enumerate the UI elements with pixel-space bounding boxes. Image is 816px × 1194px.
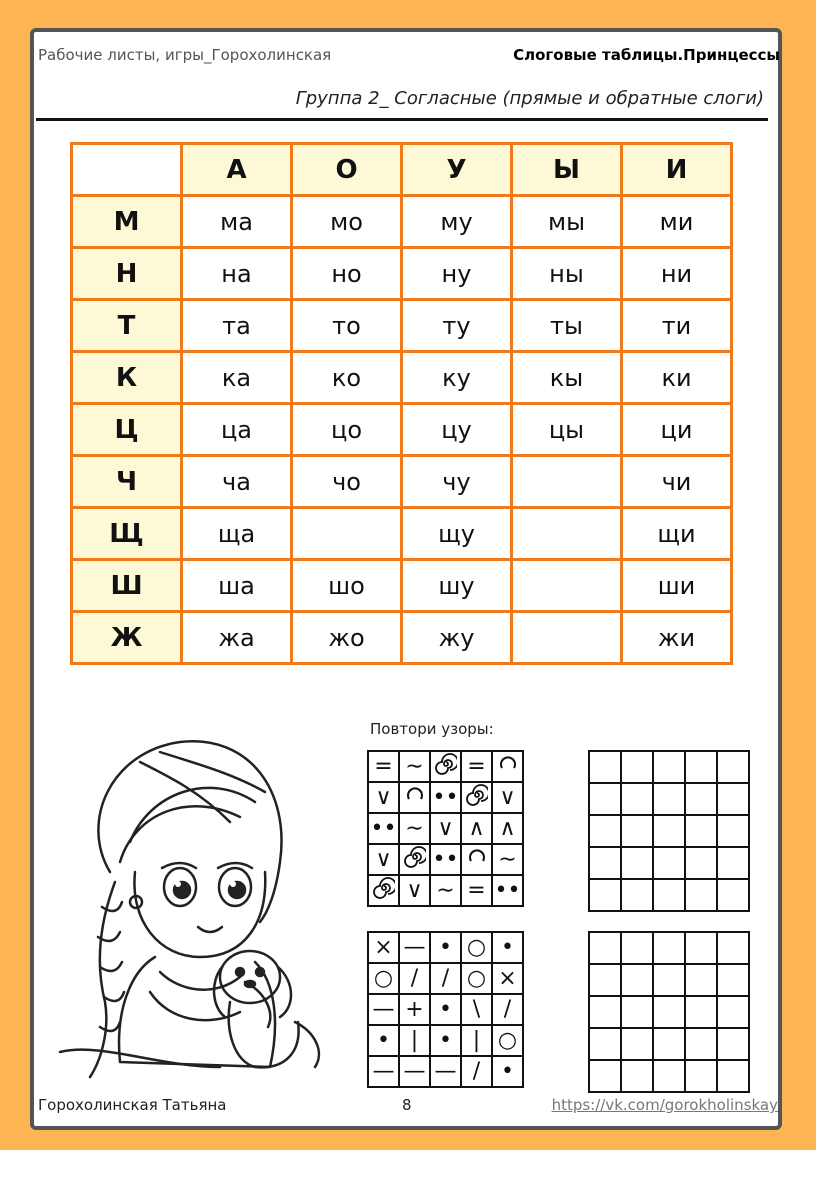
empty-row: [589, 783, 749, 815]
empty-cell[interactable]: [621, 996, 653, 1028]
consonant-header: Н: [72, 248, 182, 300]
empty-row: [589, 964, 749, 996]
empty-grid-2: [588, 931, 750, 1093]
syllable-cell: [512, 560, 622, 612]
pattern-cell: ○: [461, 932, 492, 963]
syllable-cell: мо: [292, 196, 402, 248]
syllable-cell: ты: [512, 300, 622, 352]
empty-cell[interactable]: [717, 1060, 749, 1092]
pattern-cell: ••: [492, 875, 523, 906]
header-title: Слоговые таблицы.Принцессы: [513, 46, 780, 64]
syllable-cell: кы: [512, 352, 622, 404]
vowel-header: У: [402, 144, 512, 196]
syllable-cell: ни: [622, 248, 732, 300]
empty-cell[interactable]: [685, 879, 717, 911]
table-row: [72, 456, 732, 508]
pattern-cell: ••: [368, 813, 399, 844]
empty-cell[interactable]: [685, 932, 717, 964]
table-row: [72, 300, 732, 352]
pattern-cell: ○: [368, 963, 399, 994]
empty-cell[interactable]: [589, 847, 621, 879]
syllable-cell: шо: [292, 560, 402, 612]
patterns-label: Повтори узоры:: [370, 720, 494, 738]
syllable-cell: ки: [622, 352, 732, 404]
empty-cell[interactable]: [717, 847, 749, 879]
syllable-cell: чи: [622, 456, 732, 508]
empty-cell[interactable]: [589, 815, 621, 847]
empty-cell[interactable]: [653, 1028, 685, 1060]
empty-cell[interactable]: [589, 964, 621, 996]
syllable-cell: ми: [622, 196, 732, 248]
pattern-row: [368, 963, 523, 994]
pattern-grid-1: [367, 750, 524, 907]
pattern-cell: ∧: [492, 813, 523, 844]
pattern-cell: =: [461, 751, 492, 782]
table-row: [72, 508, 732, 560]
consonant-header: Щ: [72, 508, 182, 560]
pattern-cell: ∨: [399, 875, 430, 906]
syllable-cell: ку: [402, 352, 512, 404]
pattern-cell: =: [461, 875, 492, 906]
header-left: Рабочие листы, игры_Горохолинская: [38, 46, 332, 64]
pattern-row: [368, 751, 523, 782]
syllable-cell: ны: [512, 248, 622, 300]
consonant-header: Ц: [72, 404, 182, 456]
syllable-cell: то: [292, 300, 402, 352]
vowel-header: Ы: [512, 144, 622, 196]
syllable-cell: ща: [182, 508, 292, 560]
syllable-cell: ци: [622, 404, 732, 456]
empty-cell[interactable]: [653, 964, 685, 996]
syllable-cell: шу: [402, 560, 512, 612]
syllable-cell: ша: [182, 560, 292, 612]
pattern-cell: ••: [430, 844, 461, 875]
pattern-row: [368, 1025, 523, 1056]
pattern-cell: [492, 751, 523, 782]
pattern-cell: [461, 782, 492, 813]
table-row: [72, 248, 732, 300]
empty-cell[interactable]: [653, 847, 685, 879]
empty-cell[interactable]: [685, 964, 717, 996]
empty-cell[interactable]: [717, 783, 749, 815]
pattern-cell: —: [368, 1056, 399, 1087]
vowel-header-row: [72, 144, 732, 196]
syllable-cell: му: [402, 196, 512, 248]
syllable-table: [70, 142, 733, 665]
empty-cell[interactable]: [685, 1028, 717, 1060]
pattern-row: [368, 844, 523, 875]
empty-cell[interactable]: [653, 1060, 685, 1092]
pattern-cell: [430, 751, 461, 782]
footer-author: Горохолинская Татьяна: [38, 1096, 227, 1114]
pattern-cell: ∼: [399, 751, 430, 782]
syllable-cell: щу: [402, 508, 512, 560]
pattern-cell: ×: [492, 963, 523, 994]
empty-cell[interactable]: [685, 996, 717, 1028]
syllable-cell: [512, 456, 622, 508]
empty-cell[interactable]: [653, 879, 685, 911]
empty-row: [589, 1060, 749, 1092]
pattern-cell: [368, 875, 399, 906]
pattern-cell: \: [461, 994, 492, 1025]
syllable-cell: мы: [512, 196, 622, 248]
pattern-cell: ••: [430, 782, 461, 813]
corner-cell: [72, 144, 182, 196]
empty-cell[interactable]: [621, 1060, 653, 1092]
subtitle: Группа 2_ Согласные (прямые и обратные слоги): [295, 88, 764, 109]
empty-cell[interactable]: [621, 932, 653, 964]
syllable-cell: чу: [402, 456, 512, 508]
empty-row: [589, 751, 749, 783]
pattern-cell: ∨: [368, 782, 399, 813]
pattern-cell: |: [461, 1025, 492, 1056]
empty-cell[interactable]: [589, 879, 621, 911]
empty-cell[interactable]: [717, 964, 749, 996]
vowel-header: А: [182, 144, 292, 196]
pattern-cell: —: [430, 1056, 461, 1087]
pattern-cell: /: [461, 1056, 492, 1087]
syllable-cell: ко: [292, 352, 402, 404]
empty-cell[interactable]: [717, 932, 749, 964]
table-row: [72, 352, 732, 404]
empty-cell[interactable]: [717, 815, 749, 847]
pattern-cell: —: [399, 1056, 430, 1087]
empty-cell[interactable]: [589, 932, 621, 964]
empty-row: [589, 932, 749, 964]
empty-cell[interactable]: [589, 996, 621, 1028]
pattern-cell: ×: [368, 932, 399, 963]
syllable-cell: ши: [622, 560, 732, 612]
empty-cell[interactable]: [621, 964, 653, 996]
table-row: [72, 404, 732, 456]
empty-cell[interactable]: [621, 847, 653, 879]
empty-cell[interactable]: [653, 751, 685, 783]
empty-cell[interactable]: [589, 1060, 621, 1092]
consonant-header: М: [72, 196, 182, 248]
pattern-cell: ∼: [399, 813, 430, 844]
princess-illustration: [40, 722, 350, 1084]
header-rule: [36, 118, 768, 121]
pattern-cell: ○: [461, 963, 492, 994]
empty-cell[interactable]: [589, 751, 621, 783]
syllable-cell: чо: [292, 456, 402, 508]
empty-row: [589, 847, 749, 879]
table-row: [72, 560, 732, 612]
pattern-cell: /: [430, 963, 461, 994]
empty-cell[interactable]: [653, 996, 685, 1028]
table-row: [72, 196, 732, 248]
vowel-header: О: [292, 144, 402, 196]
table-row: [72, 612, 732, 664]
pattern-cell: |: [399, 1025, 430, 1056]
syllable-cell: ти: [622, 300, 732, 352]
syllable-cell: ну: [402, 248, 512, 300]
empty-cell[interactable]: [621, 783, 653, 815]
empty-cell[interactable]: [621, 879, 653, 911]
pattern-cell: ∨: [492, 782, 523, 813]
syllable-cell: но: [292, 248, 402, 300]
pattern-row: [368, 994, 523, 1025]
syllable-cell: ча: [182, 456, 292, 508]
empty-cell[interactable]: [685, 751, 717, 783]
pattern-cell: •: [430, 1025, 461, 1056]
pattern-cell: /: [492, 994, 523, 1025]
empty-cell[interactable]: [685, 815, 717, 847]
empty-cell[interactable]: [685, 847, 717, 879]
empty-cell[interactable]: [653, 815, 685, 847]
empty-cell[interactable]: [653, 783, 685, 815]
pattern-cell: —: [368, 994, 399, 1025]
pattern-grid-2: [367, 931, 524, 1088]
pattern-cell: •: [368, 1025, 399, 1056]
syllable-cell: жи: [622, 612, 732, 664]
empty-cell[interactable]: [621, 815, 653, 847]
pattern-cell: —: [399, 932, 430, 963]
pattern-cell: ∨: [368, 844, 399, 875]
empty-cell[interactable]: [685, 1060, 717, 1092]
pattern-cell: •: [492, 932, 523, 963]
pattern-cell: =: [368, 751, 399, 782]
syllable-cell: [512, 612, 622, 664]
syllable-cell: ка: [182, 352, 292, 404]
empty-cell[interactable]: [717, 751, 749, 783]
syllable-cell: жу: [402, 612, 512, 664]
empty-row: [589, 879, 749, 911]
page-number: 8: [402, 1096, 412, 1114]
syllable-cell: на: [182, 248, 292, 300]
syllable-cell: ту: [402, 300, 512, 352]
consonant-header: Ж: [72, 612, 182, 664]
syllable-cell: цу: [402, 404, 512, 456]
syllable-cell: цо: [292, 404, 402, 456]
pattern-cell: •: [430, 932, 461, 963]
pattern-cell: ∼: [430, 875, 461, 906]
empty-row: [589, 1028, 749, 1060]
pattern-row: [368, 1056, 523, 1087]
empty-cell[interactable]: [621, 751, 653, 783]
pattern-row: [368, 875, 523, 906]
pattern-cell: ∧: [461, 813, 492, 844]
pattern-row: [368, 932, 523, 963]
empty-cell[interactable]: [717, 879, 749, 911]
pattern-cell: +: [399, 994, 430, 1025]
empty-row: [589, 996, 749, 1028]
footer-link[interactable]: https://vk.com/gorokholinskay: [551, 1096, 778, 1114]
consonant-header: К: [72, 352, 182, 404]
empty-cell[interactable]: [685, 783, 717, 815]
empty-cell[interactable]: [589, 1028, 621, 1060]
pattern-row: [368, 813, 523, 844]
syllable-cell: жа: [182, 612, 292, 664]
consonant-header: Ч: [72, 456, 182, 508]
pattern-cell: [399, 844, 430, 875]
pattern-cell: •: [492, 1056, 523, 1087]
empty-cell[interactable]: [589, 783, 621, 815]
pattern-cell: /: [399, 963, 430, 994]
pattern-cell: [399, 782, 430, 813]
pattern-cell: [461, 844, 492, 875]
empty-cell[interactable]: [717, 1028, 749, 1060]
syllable-cell: ца: [182, 404, 292, 456]
syllable-cell: та: [182, 300, 292, 352]
pattern-cell: ○: [492, 1025, 523, 1056]
consonant-header: Ш: [72, 560, 182, 612]
syllable-cell: цы: [512, 404, 622, 456]
consonant-header: Т: [72, 300, 182, 352]
syllable-cell: [292, 508, 402, 560]
pattern-row: [368, 782, 523, 813]
syllable-cell: ма: [182, 196, 292, 248]
empty-cell[interactable]: [717, 996, 749, 1028]
vowel-header: И: [622, 144, 732, 196]
pattern-cell: ∨: [430, 813, 461, 844]
empty-cell[interactable]: [621, 1028, 653, 1060]
empty-cell[interactable]: [653, 932, 685, 964]
syllable-cell: щи: [622, 508, 732, 560]
pattern-cell: ∼: [492, 844, 523, 875]
empty-row: [589, 815, 749, 847]
syllable-cell: [512, 508, 622, 560]
pattern-cell: •: [430, 994, 461, 1025]
syllable-cell: жо: [292, 612, 402, 664]
empty-grid-1: [588, 750, 750, 912]
